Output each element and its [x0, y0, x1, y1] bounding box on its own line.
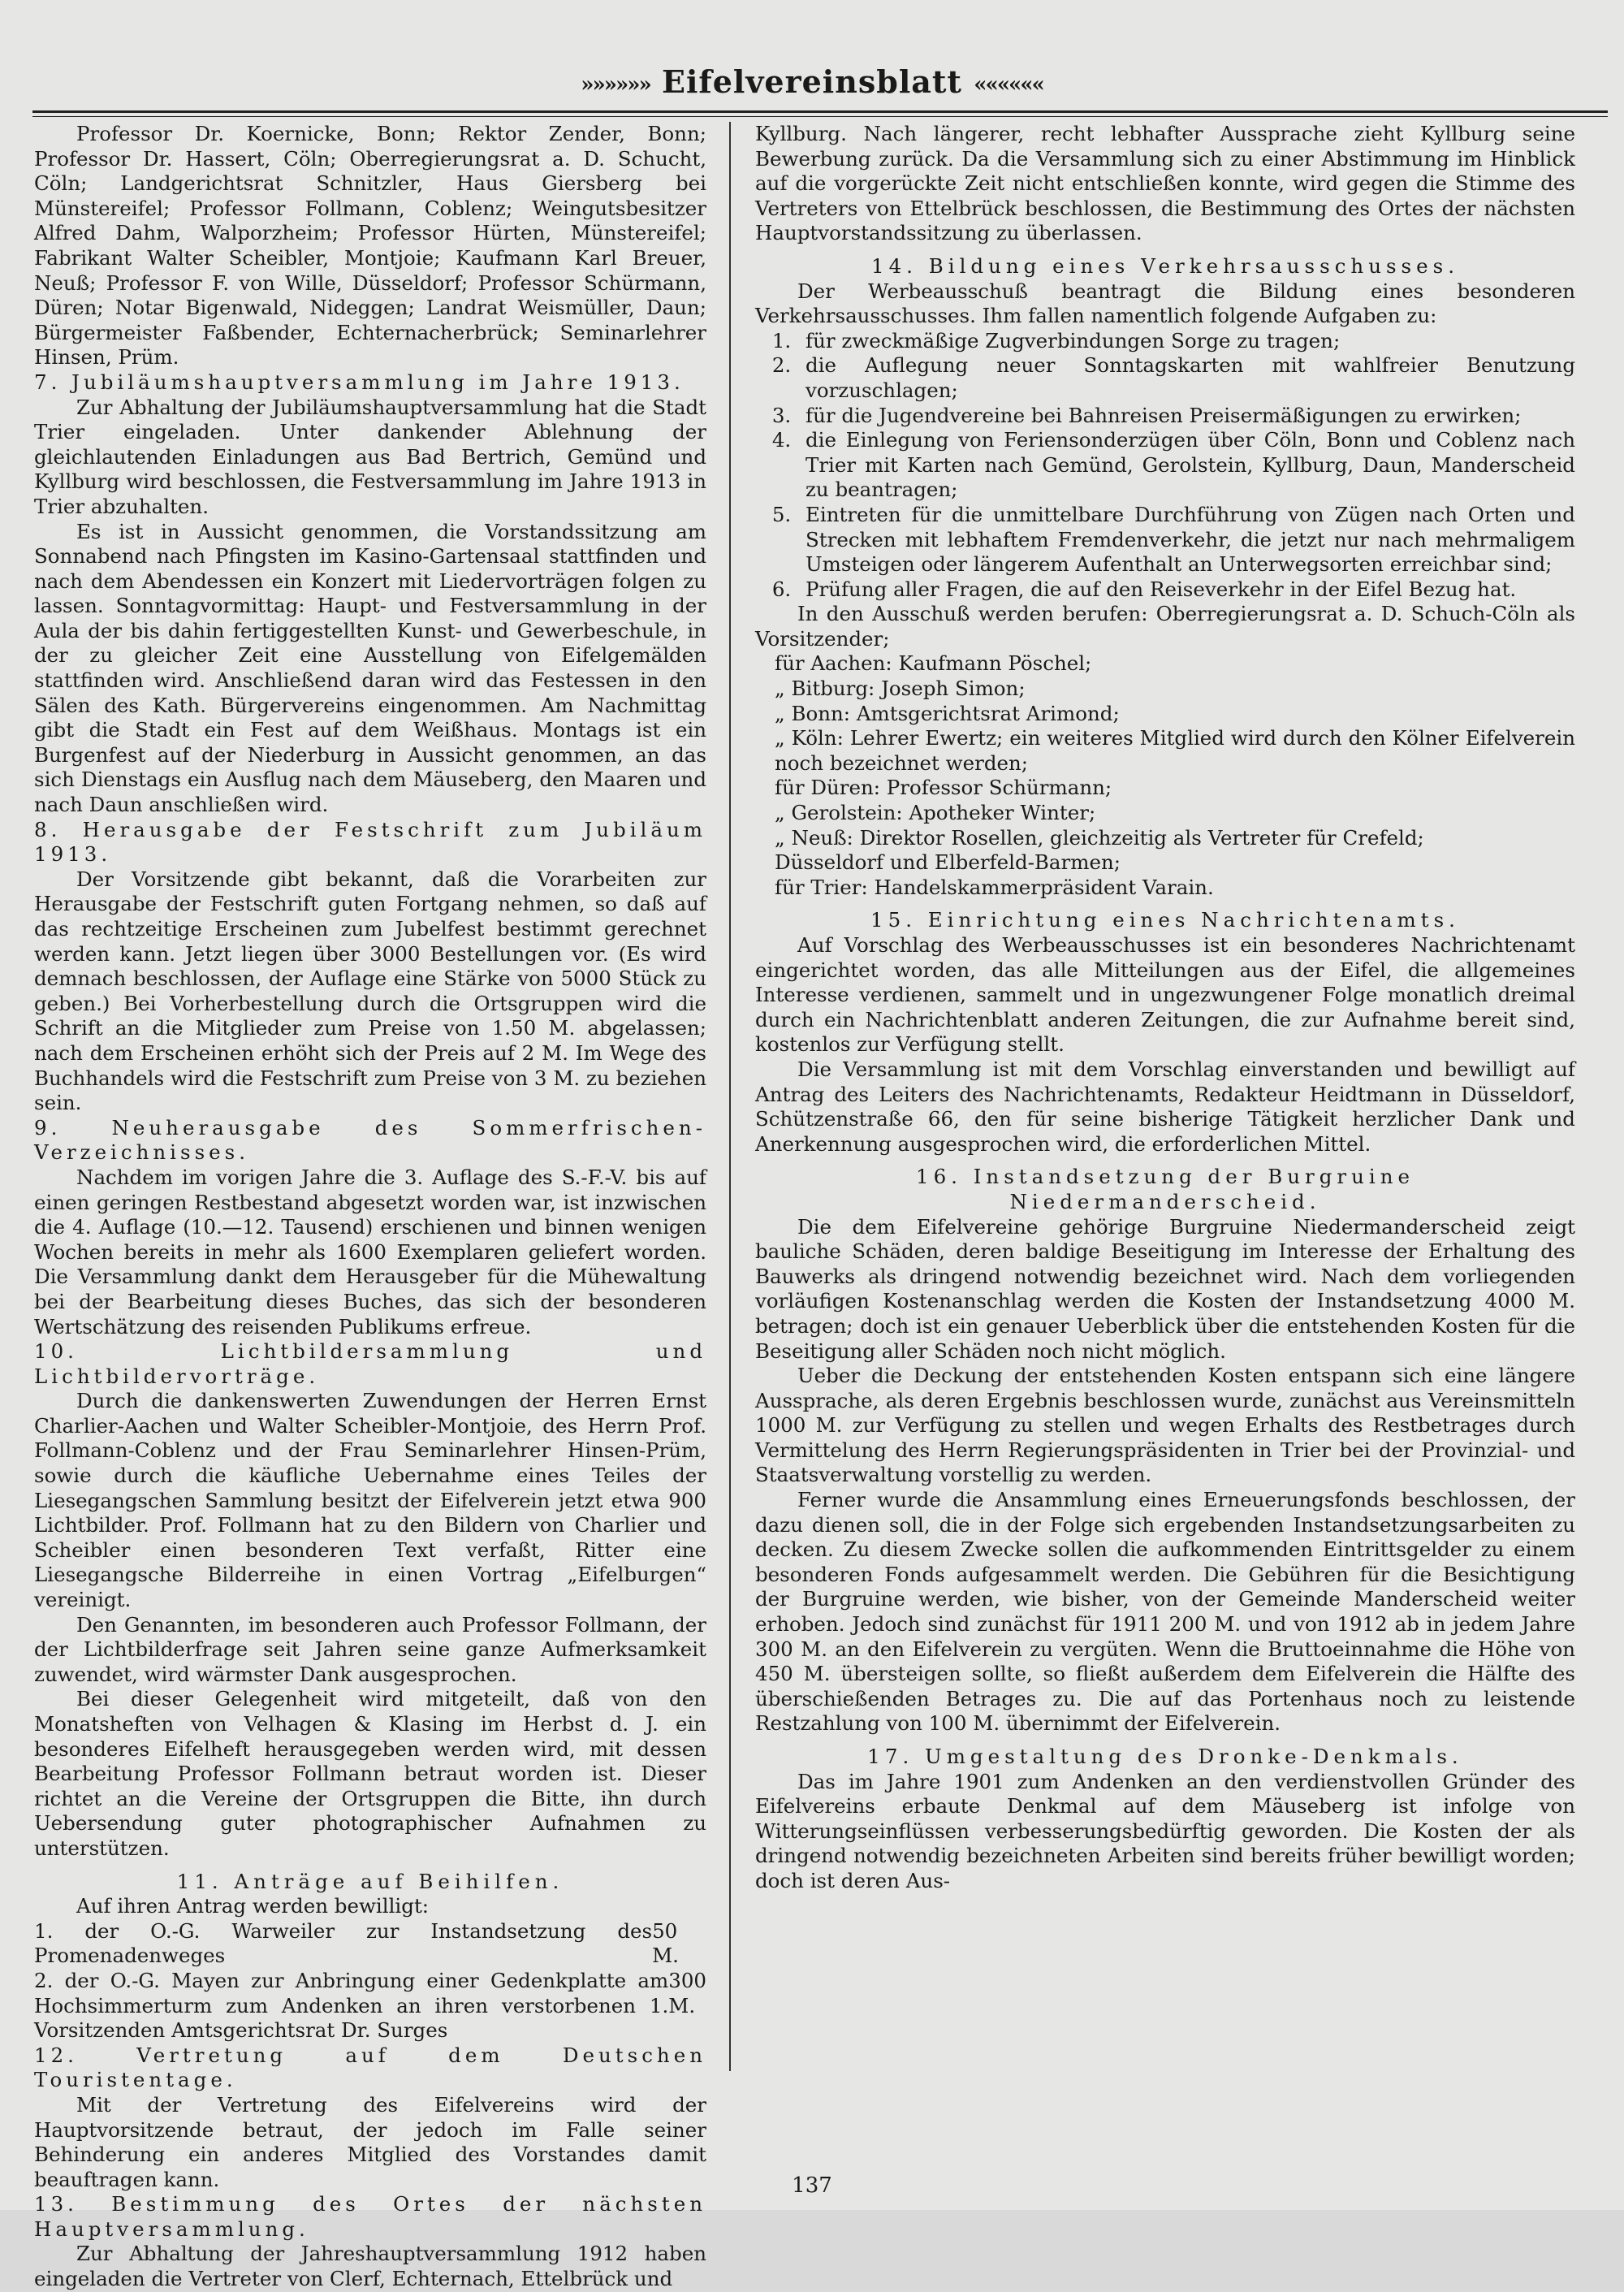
section-10-paragraph-1: Durch die dankenswerten Zuwendungen der Herren Ernst Charlier-Aachen und Walter Scheibler-Montjoie, des Herrn Prof. Follmann-Coblenz und der Frau Seminarlehrer Hinsen-Prüm, sowie durch die käufliche Uebernahme eines Teiles der Liesegangschen Sammlung besitzt der Eifelverein jetzt etwa 900 Lichtbilder. Prof. Follmann hat zu den Bildern von Charlier und Scheibler einen besonderen Text verfaßt, Ritter eine Liesegangsche Bilderreihe in einen Vortrag „Eifelburgen“ vereinigt. [34, 1389, 706, 1612]
task-item: 6. Prüfung aller Fragen, die auf den Reiseverkehr in der Eifel Bezug hat. [797, 577, 1575, 603]
running-header [32, 63, 1592, 106]
section-13-continuation: Kyllburg. Nach längerer, recht lebhafter Aussprache zieht Kyllburg seine Bewerbung zurück. Da die Versammlung sich zu einer Abstimmung im Hinblick auf die vorgerückte Zeit nicht entschließen konnte, wird gegen die Stimme des Vertreters von Ettelbrück beschlossen, die Bestimmung des Ortes der nächsten Hauptvorstandssitzung zu überlassen. [755, 122, 1575, 245]
task-item: 4. die Einlegung von Feriensonderzügen über Cöln, Bonn und Coblenz nach Trier mit Karten nach Gemünd, Gerolstein, Kyllburg, Daun, Manderscheid zu beantragen; [797, 428, 1575, 503]
committee-entry: „ Köln: Lehrer Ewertz; ein weiteres Mitglied wird durch den Kölner Eifelverein noch bezeichnet werden; [775, 726, 1575, 775]
section-13-paragraph-1: Zur Abhaltung der Jahreshauptversammlung 1912 haben eingeladen die Vertreter von Clerf, Echternach, Ettelbrück und [34, 2242, 706, 2291]
grant-item-2 [34, 1969, 706, 2043]
section-8-paragraph-1: Der Vorsitzende gibt bekannt, daß die Vorarbeiten zur Herausgabe der Festschrift guten Fortgang nehmen, so daß auf das rechtzeitige Erscheinen zum Jubelfest bestimmt gerechnet werden kann. Jetzt liegen über 3000 Bestellungen vor. (Es wird demnach beschlossen, der Auflage eine Stärke von 5000 Stück zu geben.) Bei Vorherbestellung durch die Ortsgruppen wird die Schrift an die Mitglieder zum Preise von 1.50 M. abgelassen; nach dem Erscheinen erhöht sich der Preis auf 2 M. Im Wege des Buchhandels wird die Festschrift zum Preise von 3 M. zu beziehen sein. [34, 867, 706, 1115]
header-ornament-left: »»»»»» [581, 72, 650, 97]
task-item: 3. für die Jugendvereine bei Bahnreisen Preisermäßigungen zu erwirken; [797, 404, 1575, 429]
section-14-intro: Der Werbeausschuß beantragt die Bildung eines besonderen Verkehrsausschusses. Ihm fallen namentlich folgende Aufgaben zu: [755, 279, 1575, 328]
section-16-paragraph-3: Ferner wurde die Ansammlung eines Erneuerungsfonds beschlossen, der dazu dienen soll, die in der Folge sich ergebenden Instandsetzungsarbeiten zu decken. Zu diesem Zwecke sollen die aufkommenden Eintrittsgelder zu einem besonderen Fonds aufgesammelt werden. Die Gebühren für die Besichtigung der Burgruine werden, wie bisher, von der Gemeinde Manderscheid weiter erhoben. Jedoch sind zunächst für 1911 200 M. und von 1912 ab in jedem Jahre 300 M. an den Eifelverein zu vergüten. Wenn die Bruttoeinnahme die Höhe von 450 M. übersteigen sollte, so fließt außerdem dem Eifelverein die Hälfte des überschießenden Betrages zu. Die auf das Portenhaus noch zu leistende Restzahlung von 100 M. übernimmt der Eifelverein. [755, 1488, 1575, 1736]
right-column [755, 122, 1575, 1894]
grant-item-2-text: 2. der O.-G. Mayen zur Anbringung einer Gedenkplatte am Hochsimmerturm zum Andenken an ihren verstorbenen 1. Vorsitzenden Amtsgerichtsrat Dr. Surges [34, 1968, 669, 2043]
section-16-paragraph-1: Die dem Eifelvereine gehörige Burgruine Niedermanderscheid zeigt bauliche Schäden, deren baldige Beseitigung im Interesse der Erhaltung des Bauwerks als dringend notwendig bezeichnet wird. Nach dem vorliegenden vorläufigen Kostenanschlag werden die Kosten der Instandsetzung 4000 M. betragen; doch ist ein genauer Ueberblick über die entstehenden Kosten für die Beseitigung aller Schäden noch nicht möglich. [755, 1214, 1575, 1363]
section-9-paragraph-1: Nachdem im vorigen Jahre die 3. Auflage des S.-F.-V. bis auf einen geringen Restbestand abgesetzt worden war, ist inzwischen die 4. Auflage (10.—12. Tausend) erschienen und binnen wenigen Wochen bereits in mehr als 1600 Exemplaren geliefert worden. Die Versammlung dankt dem Herausgeber für die Mühewaltung bei der Bearbeitung dieses Buches, das sich der besonderen Wertschätzung des reisenden Publikums erfreue. [34, 1165, 706, 1338]
section-8-title: 8. Herausgabe der Festschrift zum Jubiläum 1913. [34, 817, 706, 867]
committee-intro: In den Ausschuß werden berufen: Oberregierungsrat a. D. Schuch-Cöln als Vorsitzender; [755, 602, 1575, 651]
committee-entry: „ Bitburg: Joseph Simon; [775, 677, 1026, 701]
committee-entry: für Aachen: Kaufmann Pöschel; [775, 651, 1092, 676]
section-16-title: 16. Instandsetzung der Burgruine Niedermanderscheid. [915, 1165, 1415, 1213]
section-11-title: 11. Anträge auf Beihilfen. [176, 1869, 564, 1893]
committee-entry: „ Bonn: Amtsgerichtsrat Arimond; [775, 701, 1120, 725]
section-10-paragraph-3: Bei dieser Gelegenheit wird mitgeteilt, daß von den Monatsheften von Velhagen & Klasing im Herbst d. J. ein besonderes Eifelheft herausgegeben werden wird, mit dessen Bearbeitung Professor Follmann betraut worden ist. Dieser richtet an die Vereine der Ortsgruppen die Bitte, ihn durch Uebersendung guter photographischer Aufnahmen zu unterstützen. [34, 1687, 706, 1860]
section-16-paragraph-2: Ueber die Deckung der entstehenden Kosten entspann sich eine längere Aussprache, als deren Ergebnis beschlossen wurde, zunächst aus Vereinsmitteln 1000 M. zur Verfügung zu stellen und wegen Erhalts des Restbetrages durch Vermittelung des Herrn Regierungspräsidenten in Trier bei der Provinzial- und Staatsverwaltung vorstellig zu werden. [755, 1364, 1575, 1487]
section-7-title: 7. Jubiläumshauptversammlung im Jahre 1913. [34, 370, 685, 394]
committee-entry: für Trier: Handelskammerpräsident Varain. [775, 875, 1214, 899]
committee-entry: „ Neuß: Direktor Rosellen, gleichzeitig als Vertreter für Crefeld; [775, 825, 1424, 850]
committee-entry: für Düren: Professor Schürmann; [775, 776, 1112, 800]
section-15-paragraph-2: Die Versammlung ist mit dem Vorschlag einverstanden und bewilligt auf Antrag des Leiters des Nachrichtenamts, Redakteur Heidtmann in Düsseldorf, Schützenstraße 66, den für seine bisherige Tätigkeit herzlicher Dank und Anerkennung ausgesprochen wird, die erforderlichen Mittel. [755, 1057, 1575, 1156]
section-15-title: 15. Einrichtung eines Nachrichtenamts. [870, 908, 1460, 932]
header-rule [32, 110, 1608, 113]
grant-item-1 [34, 1919, 706, 1969]
section-9-title: 9. Neuherausgabe des Sommerfrischen-Verzeichnisses. [34, 1115, 706, 1165]
grant-item-1-text: 1. der O.-G. Warweiler zur Instandsetzung des Promenadenweges [34, 1918, 653, 1968]
column-divider [729, 122, 731, 2071]
page-number: 137 [792, 2173, 832, 2198]
section-11-intro: Auf ihren Antrag werden bewilligt: [76, 1894, 430, 1918]
section-12-paragraph-1: Mit der Vertretung des Eifelvereins wird der Hauptvorsitzende betraut, der jedoch im Falle seiner Behinderung ein anderes Mitglied des Vorstandes damit beauftragen kann. [34, 2092, 706, 2191]
task-list [755, 329, 1575, 603]
grant-item-1-amount: 50 M. [652, 1918, 679, 1968]
committee-member-list: Professor Dr. Koernicke, Bonn; Rektor Zender, Bonn; Professor Dr. Hassert, Cöln; Oberregierungsrat a. D. Schucht, Cöln; Landgerichtsrat Schnitzler, Haus Giersberg bei Münstereifel; Professor Follmann, Coblenz; Weingutsbesitzer Alfred Dahm, Walporzheim; Professor Hürten, Münstereifel; Fabrikant Walter Scheibler, Montjoie; Kaufmann Karl Breuer, Neuß; Professor F. von Wille, Düsseldorf; Professor Schürmann, Düren; Notar Bigenwald, Nideggen; Landrat Weismüller, Daun; Bürgermeister Faßbender, Echternacherbrück; Seminarlehrer Hinsen, Prüm. [34, 122, 706, 370]
committee-list [755, 651, 1575, 900]
header-rule-thin [32, 116, 1608, 117]
section-10-title: 10. Lichtbildersammlung und Lichtbildervorträge. [34, 1339, 706, 1388]
section-7-paragraph-2: Es ist in Aussicht genommen, die Vorstandssitzung am Sonnabend nach Pfingsten im Kasino-Gartensaal stattfinden und nach dem Abendessen ein Konzert mit Liedervorträgen folgen zu lassen. Sonntagvormittag: Haupt- und Festversammlung in der Aula der bis dahin fertiggestellten Kunst- und Gewerbeschule, in der zu gleicher Zeit eine Ausstellung von Eifelgemälden stattfinden wird. Anschließend daran wird das Festessen in den Sälen des Kath. Bürgervereins eingenommen. Am Nachmittag gibt die Stadt ein Fest auf dem Weißhaus. Montags ist ein Burgenfest auf der Niederburg in Aussicht genommen, an das sich Dienstags ein Ausflug nach dem Mäuseberg, den Maaren und nach Daun anschließen wird. [34, 519, 706, 817]
section-12-title: 12. Vertretung auf dem Deutschen Touristentage. [34, 2043, 706, 2092]
header-title: Eifelvereinsblatt [661, 63, 962, 100]
section-17-paragraph-1: Das im Jahre 1901 zum Andenken an den verdienstvollen Gründer des Eifelvereins erbaute Denkmal auf dem Mäuseberg ist infolge von Witterungseinflüssen verbesserungsbedürftig geworden. Die Kosten der als dringend notwendig bezeichneten Arbeiten sind bereits früher bewilligt worden; doch ist deren Aus- [755, 1769, 1575, 1892]
section-14-title: 14. Bildung eines Verkehrsausschusses. [871, 253, 1459, 278]
committee-entry: „ Gerolstein: Apotheker Winter; [775, 801, 1096, 825]
section-15-paragraph-1: Auf Vorschlag des Werbeausschusses ist ein besonderes Nachrichtenamt eingerichtet worden, das alle Mitteilungen aus der Eifel, die allgemeines Interesse verdienen, sammelt und in ungezwungener Folge monatlich dreimal durch ein Nachrichtenblatt anderen Zeitungen, die zur Aufnahme bereit sind, kostenlos zur Verfügung stellt. [755, 933, 1575, 1057]
task-item: 2. die Auflegung neuer Sonntagskarten mit wahlfreier Benutzung vorzuschlagen; [797, 353, 1575, 403]
task-item: 1. für zweckmäßige Zugverbindungen Sorge zu tragen; [797, 329, 1575, 354]
section-10-paragraph-2: Den Genannten, im besonderen auch Professor Follmann, der der Lichtbilderfrage seit Jahren seine ganze Aufmerksamkeit zuwendet, wird wärmster Dank ausgesprochen. [34, 1612, 706, 1686]
section-17-title: 17. Umgestaltung des Dronke-Denkmals. [867, 1745, 1463, 1768]
committee-entry: Düsseldorf und Elberfeld-Barmen; [775, 850, 1121, 875]
section-7-paragraph-1: Zur Abhaltung der Jubiläumshauptversammlung hat die Stadt Trier eingeladen. Unter dankender Ablehnung der gleichlautenden Einladungen aus Bad Bertrich, Gemünd und Kyllburg wird beschlossen, die Festversammlung im Jahre 1913 in Trier abzuhalten. [34, 395, 706, 518]
grant-item-2-amount: 300 M. [668, 1968, 706, 2017]
section-13-title: 13. Bestimmung des Ortes der nächsten Hauptversammlung. [34, 2192, 706, 2241]
left-column [34, 122, 706, 2292]
header-ornament-right: «««««« [974, 72, 1043, 97]
task-item: 5. Eintreten für die unmittelbare Durchführung von Zügen nach Orten und Strecken mit lebhaftem Fremdenverkehr, die jetzt nur nach mehrmaligem Umsteigen oder längerem Aufenthalt an Unterwegsorten erreichbar sind; [797, 503, 1575, 577]
